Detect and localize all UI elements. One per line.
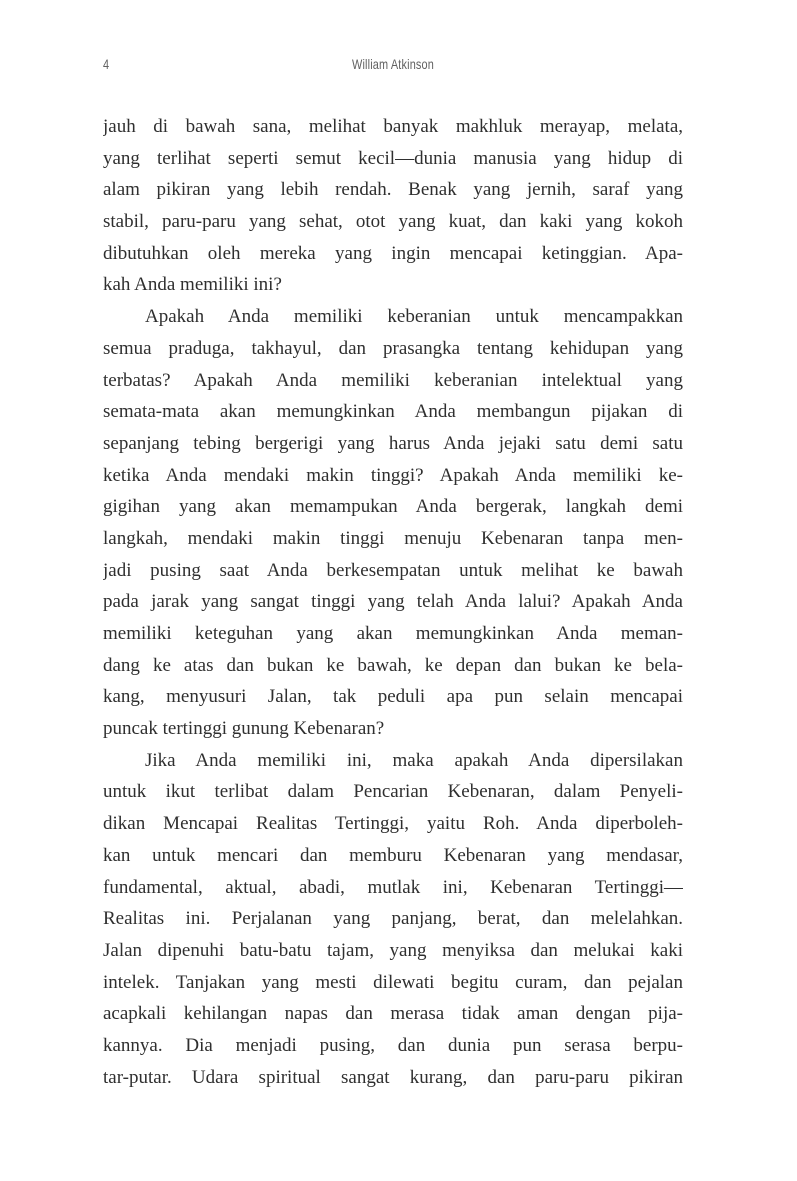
text-line: dikan Mencapai Realitas Tertinggi, yaitu Roh. Anda diperboleh- xyxy=(103,813,683,835)
text-line: kan untuk mencari dan memburu Kebenaran yang mendasar, xyxy=(103,844,683,866)
text-line: stabil, paru-paru yang sehat, otot yang kuat, dan kaki yang kokoh xyxy=(103,211,683,233)
text-line: Jika Anda memiliki ini, maka apakah Anda dipersilakan xyxy=(145,749,683,771)
text-line: dibutuhkan oleh mereka yang ingin mencapai ketinggian. Apa- xyxy=(103,242,683,264)
text-line: memiliki keteguhan yang akan memungkinkan Anda meman- xyxy=(103,623,683,644)
text-line: fundamental, aktual, abadi, mutlak ini, Kebenaran Tertinggi— xyxy=(103,876,683,898)
running-title: William Atkinson xyxy=(352,56,434,72)
text-line: acapkali kehilangan napas dan merasa tidak aman dengan pija- xyxy=(103,1003,683,1025)
text-line: langkah, mendaki makin tinggi menuju Kebenaran tanpa men- xyxy=(103,527,683,549)
text-line: kang, menyusuri Jalan, tak peduli apa pun selain mencapai xyxy=(103,686,683,708)
text-line: kannya. Dia menjadi pusing, dan dunia pun serasa berpu- xyxy=(103,1034,683,1056)
text-line: untuk ikut terlibat dalam Pencarian Kebenaran, dalam Penyeli- xyxy=(103,781,683,803)
text-line: jadi pusing saat Anda berkesempatan untuk melihat ke bawah xyxy=(103,559,683,581)
text-line: yang terlihat seperti semut kecil—dunia manusia yang hidup di xyxy=(103,147,683,169)
text-line: Apakah Anda memiliki keberanian untuk mencampakkan xyxy=(145,306,683,328)
text-line: alam pikiran yang lebih rendah. Benak yang jernih, saraf yang xyxy=(103,179,683,201)
text-line: tar-putar. Udara spiritual sangat kurang, dan paru-paru pikiran xyxy=(103,1066,683,1088)
text-line: sepanjang tebing bergerigi yang harus Anda jejaki satu demi satu xyxy=(103,432,683,454)
text-line: gigihan yang akan memampukan Anda bergerak, langkah demi xyxy=(103,496,683,518)
text-line: terbatas? Apakah Anda memiliki keberanian intelektual yang xyxy=(103,369,683,391)
text-line: jauh di bawah sana, melihat banyak makhluk merayap, melata, xyxy=(103,116,683,137)
text-line: Jalan dipenuhi batu-batu tajam, yang menyiksa dan melukai kaki xyxy=(103,939,683,961)
text-line: Realitas ini. Perjalanan yang panjang, berat, dan melelahkan. xyxy=(103,908,683,930)
text-line: ketika Anda mendaki makin tinggi? Apakah Anda memiliki ke- xyxy=(103,464,683,486)
text-line: semata-mata akan memungkinkan Anda membangun pijakan di xyxy=(103,401,683,423)
text-line: intelek. Tanjakan yang mesti dilewati begitu curam, dan pejalan xyxy=(103,971,683,993)
text-line: kah Anda memiliki ini? xyxy=(103,274,282,296)
text-line: dang ke atas dan bukan ke bawah, ke depan dan bukan ke bela- xyxy=(103,654,683,676)
running-header xyxy=(103,56,683,74)
text-line: pada jarak yang sangat tinggi yang telah Anda lalui? Apakah Anda xyxy=(103,591,683,613)
page-number: 4 xyxy=(103,56,110,72)
text-line: puncak tertinggi gunung Kebenaran? xyxy=(103,718,385,740)
page-body xyxy=(103,111,683,1093)
text-line: semua praduga, takhayul, dan prasangka tentang kehidupan yang xyxy=(103,337,683,359)
